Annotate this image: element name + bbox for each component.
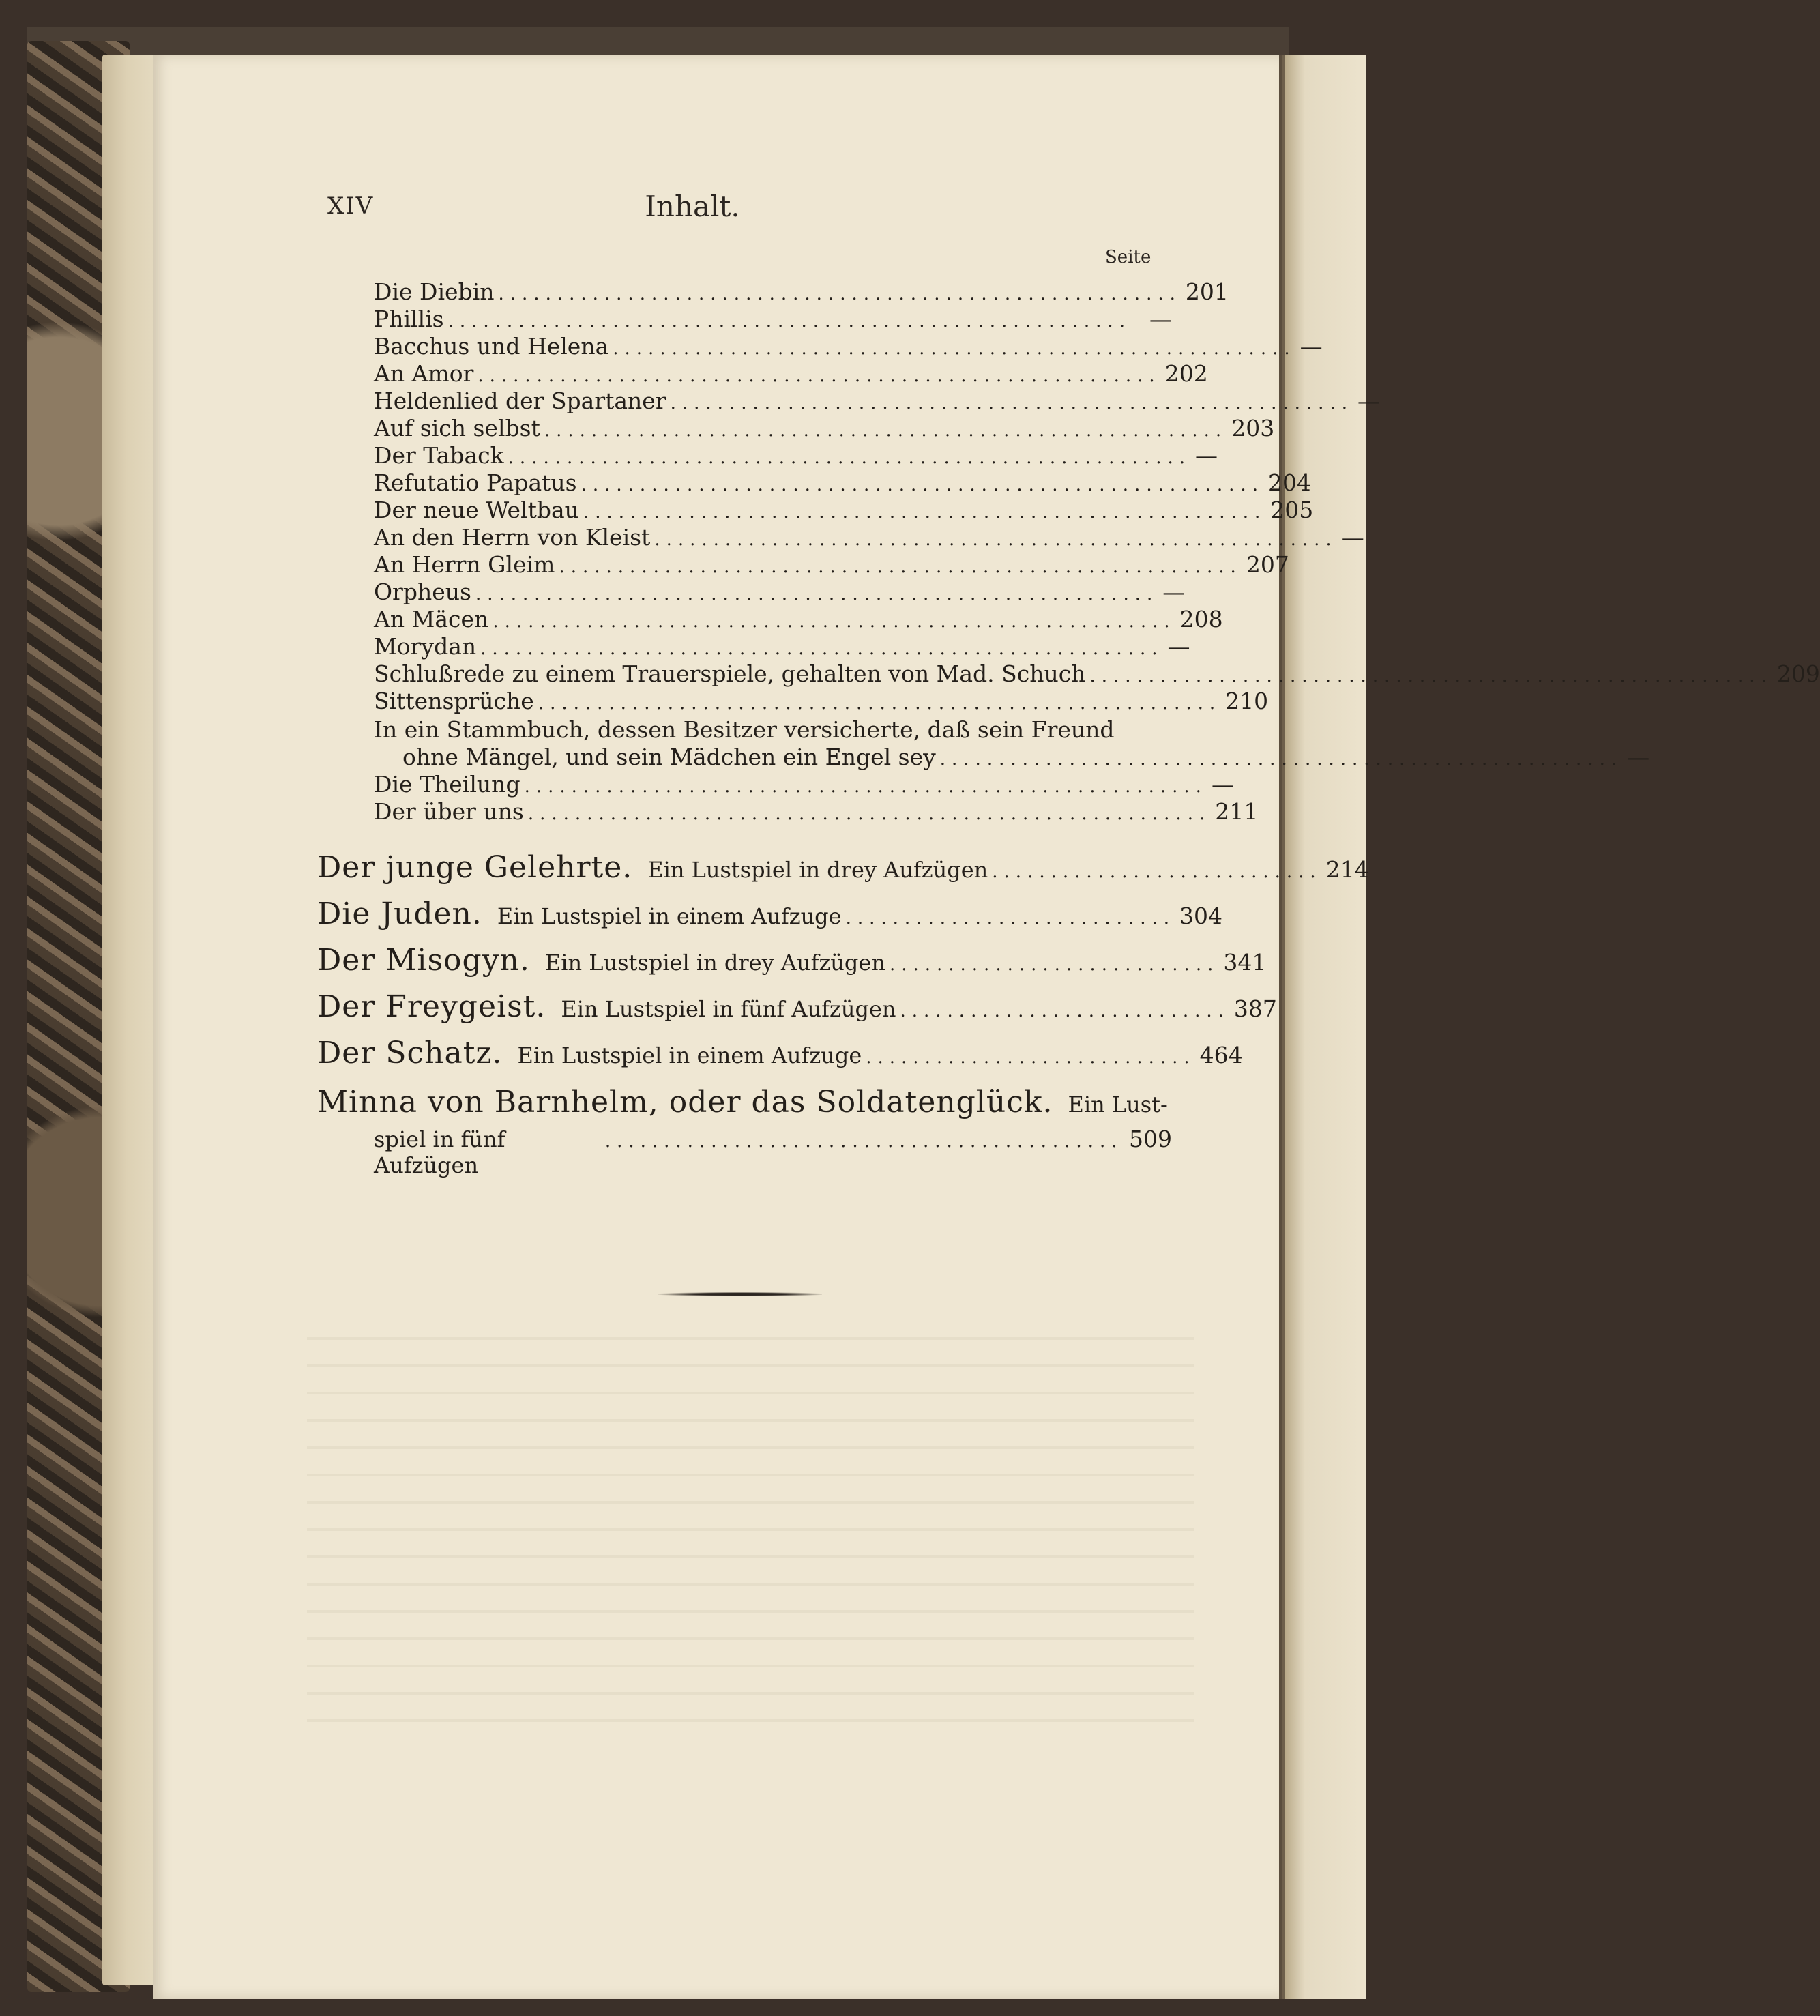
play-entry: Der Misogyn. Ein Lustspiel in drey Aufzügen ............................ 341 xyxy=(317,943,1267,978)
page-number: XIV xyxy=(327,192,375,220)
toc-entry: Morydan .......................................................... — xyxy=(374,633,1190,660)
column-label: Seite xyxy=(1105,247,1151,267)
play-entry: Der Schatz. Ein Lustspiel in einem Aufzuge ............................ 464 xyxy=(317,1036,1243,1070)
page-title: Inhalt. xyxy=(645,190,740,223)
toc-entry: Die Theilung .......................................................... — xyxy=(374,771,1234,798)
toc-entry: Auf sich selbst .......................................................... 203 xyxy=(374,415,1275,441)
play-entry: Die Juden. Ein Lustspiel in einem Aufzuge ............................ 304 xyxy=(317,896,1223,931)
toc-entry: Der über uns .......................................................... 211 xyxy=(374,798,1259,825)
toc-entry: An den Herrn von Kleist .......................................................... — xyxy=(374,524,1364,551)
play-entry: Der Freygeist. Ein Lustspiel in fünf Aufzügen ............................ 387 xyxy=(317,989,1277,1024)
toc-entry: An Herrn Gleim .......................................................... 207 xyxy=(374,551,1289,578)
toc-entry: Der Taback .......................................................... — xyxy=(374,442,1218,469)
toc-entry: An Amor .......................................................... 202 xyxy=(374,360,1208,387)
toc-entry: Schlußrede zu einem Trauerspiele, gehalten von Mad. Schuch .......................................................... 209 xyxy=(374,660,1820,687)
page-header xyxy=(171,192,1214,233)
play-entry: Minna von Barnhelm, oder das Soldatenglück. Ein Lust- xyxy=(317,1085,1168,1120)
toc-entry: Orpheus .......................................................... — xyxy=(374,579,1186,605)
toc-entry: Phillis .......................................................... — xyxy=(374,306,1172,332)
toc-entry: Die Diebin .......................................................... 201 xyxy=(374,278,1229,305)
toc-entry: An Mäcen .......................................................... 208 xyxy=(374,606,1223,632)
toc-entry: Heldenlied der Spartaner .......................................................... — xyxy=(374,388,1380,414)
section-end-rule xyxy=(658,1292,822,1296)
book-cover-top xyxy=(27,27,1289,58)
toc-entry: Der neue Weltbau .......................................................... 205 xyxy=(374,497,1314,523)
play-entry-continued: spiel in fünf Aufzügen ............................................ 509 xyxy=(374,1126,1172,1178)
show-through-text xyxy=(307,1337,1194,1747)
toc-entry: Bacchus und Helena .......................................................... — xyxy=(374,333,1323,360)
toc-entry-continued: ohne Mängel, und sein Mädchen ein Engel sey .......................................................... — xyxy=(402,744,1650,770)
toc-entry: In ein Stammbuch, dessen Besitzer versicherte, daß sein Freund xyxy=(374,716,1115,743)
toc-entry: Sittensprüche .......................................................... 210 xyxy=(374,688,1269,714)
play-entry: Der junge Gelehrte. Ein Lustspiel in drey Aufzügen ............................ 214 xyxy=(317,850,1369,885)
toc-entry: Refutatio Papatus .......................................................... 204 xyxy=(374,469,1311,496)
